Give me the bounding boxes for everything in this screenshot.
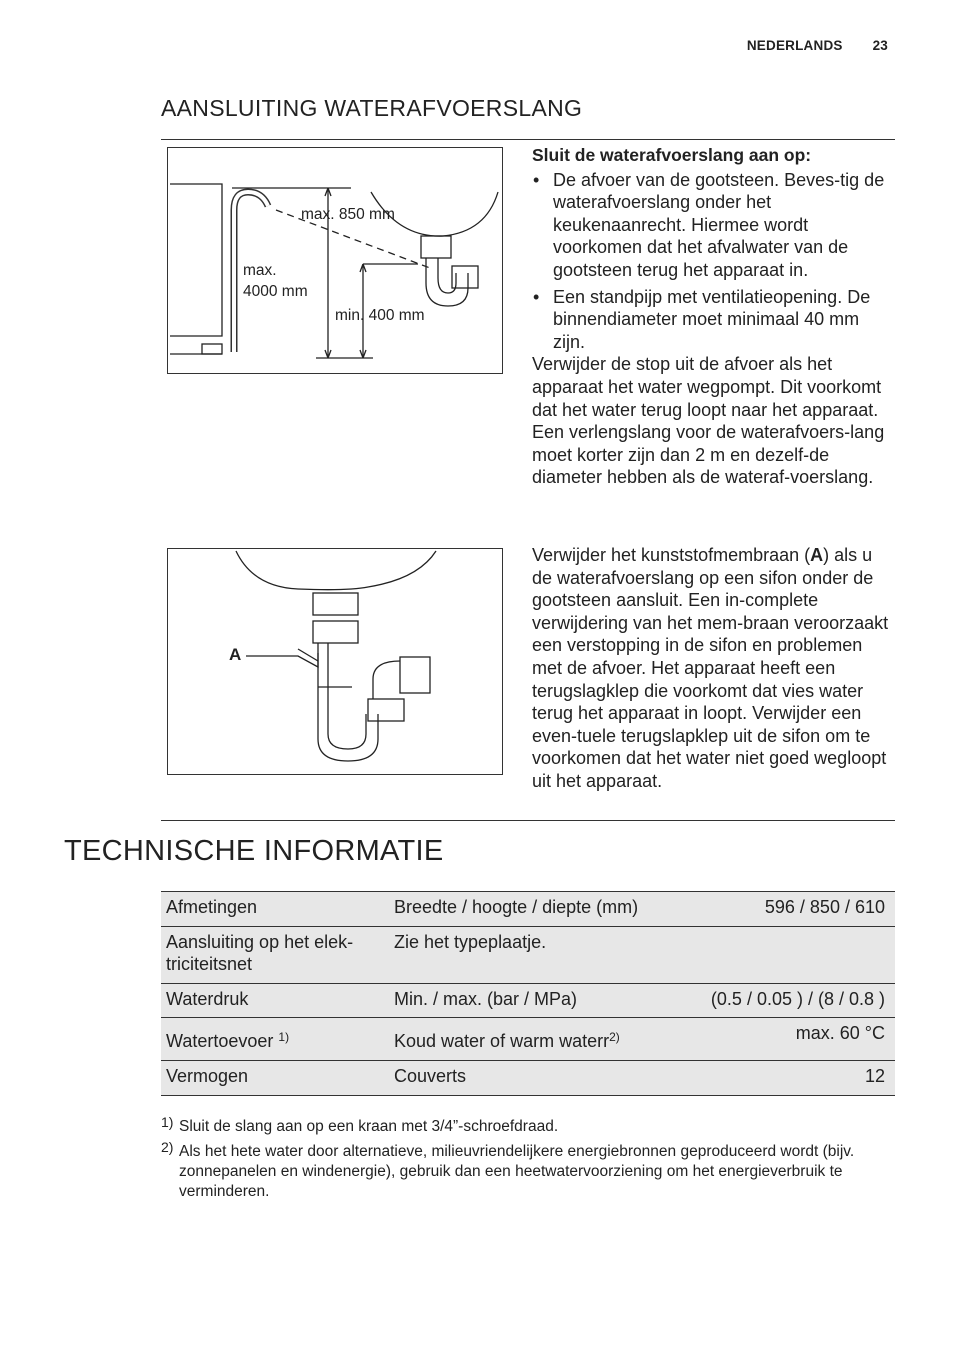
label-max-4000-line2: 4000 mm	[243, 283, 308, 300]
table-cell: Min. / max. (bar / MPa)	[389, 983, 659, 1018]
section-end-divider	[161, 820, 895, 821]
footnote-mark: 2)	[161, 1139, 174, 1155]
table-cell	[659, 926, 895, 983]
paragraph-stop: Verwijder de stop uit de afvoer als het apparaat het water wegpompt. Dit voorkomt dat het water terug loopt naar het apparaat.	[532, 354, 882, 420]
paragraph-extension: Een verlengslang voor de waterafvoers-lang moet korter zijn dan 2 m en dezelf-de diameter hebben als de wateraf-voerslang.	[532, 422, 885, 488]
section-divider	[161, 139, 895, 140]
page-number: 23	[872, 38, 888, 53]
table-cell: Koud water of warm waterr$^{2)}$	[389, 1018, 659, 1061]
table-cell: Couverts	[389, 1060, 659, 1095]
drain-lead: Sluit de waterafvoerslang aan op:	[532, 145, 812, 165]
footnote-1	[161, 1114, 894, 1137]
table-cell: Aansluiting op het elek-triciteitsnet	[161, 926, 389, 983]
table-cell: Afmetingen	[161, 892, 389, 927]
header-language: NEDERLANDS	[746, 38, 843, 53]
table-cell: Waterdruk	[161, 983, 389, 1018]
table-cell: Zie het typeplaatje.	[389, 926, 659, 983]
siphon-diagram	[168, 549, 502, 774]
table-cell: 596 / 850 / 610	[659, 892, 895, 927]
table-row	[161, 926, 895, 983]
drain-connection-text	[532, 144, 892, 489]
page-header	[721, 38, 888, 53]
list-item: • De afvoer van de gootsteen. Beves-tig de waterafvoerslang onder het keukenaanrecht. Hiermee wordt voorkomen dat het afvalwater van de gootsteen terug het apparaat in.	[532, 169, 892, 282]
technical-info-table	[161, 891, 895, 1096]
table-cell: Watertoevoer $^{1)}$	[161, 1018, 389, 1061]
footnote-text: Sluit de slang aan op een kraan met 3/4”-schroefdraad.	[179, 1118, 559, 1135]
table-row	[161, 983, 895, 1018]
siphon-figure	[167, 548, 503, 775]
section-title-drain-hose: AANSLUITING WATERAFVOERSLANG	[161, 95, 583, 121]
siphon-text	[532, 544, 892, 793]
table-cell: Vermogen	[161, 1060, 389, 1095]
footnote-text: Als het hete water door alternatieve, milieuvriendelijkere energiebronnen geproduceerd wordt (bijv. zonnepanelen en windenergie), gebruik dan een heetwatervoorziening om het energieverbruik te verminderen.	[179, 1143, 855, 1200]
drain-hose-diagram	[168, 148, 502, 373]
label-min-400: min. 400 mm	[335, 307, 425, 324]
table-cell: max. 60 °C	[659, 1018, 895, 1061]
footnote-2	[161, 1139, 894, 1202]
table-row	[161, 1060, 895, 1095]
footnote-mark: 1)	[161, 1114, 174, 1130]
label-max-850: max. 850 mm	[301, 206, 395, 223]
label-max-4000-line1: max.	[243, 262, 277, 279]
table-cell: 12	[659, 1060, 895, 1095]
table-cell: (0.5 / 0.05 ) / (8 / 0.8 )	[659, 983, 895, 1018]
label-a: A	[229, 645, 242, 664]
table-cell: Breedte / hoogte / diepte (mm)	[389, 892, 659, 927]
list-item: • Een standpijp met ventilatieopening. De binnendiameter moet minimaal 40 mm zijn.	[532, 286, 892, 354]
table-row	[161, 1018, 895, 1061]
drain-hose-height-figure	[167, 147, 503, 374]
table-row	[161, 892, 895, 927]
drain-options-list	[532, 169, 892, 354]
paragraph-membrane: Verwijder het kunststofmembraan (A) als u de waterafvoerslang op een sifon onder de gootsteen aansluit. Een in-complete verwijdering van het mem-braan veroorzaakt een verstopping in de sifon en problemen met de afvoer. Het apparaat heeft een terugslagklep die voorkomt dat vies water terug het apparaat in loopt. Verwijder een even-tuele terugslapklep uit de sifon om te voorkomen dat het water niet goed wegloopt uit het apparaat.	[532, 545, 889, 791]
section-title-technical-info: TECHNISCHE INFORMATIE	[64, 835, 444, 867]
